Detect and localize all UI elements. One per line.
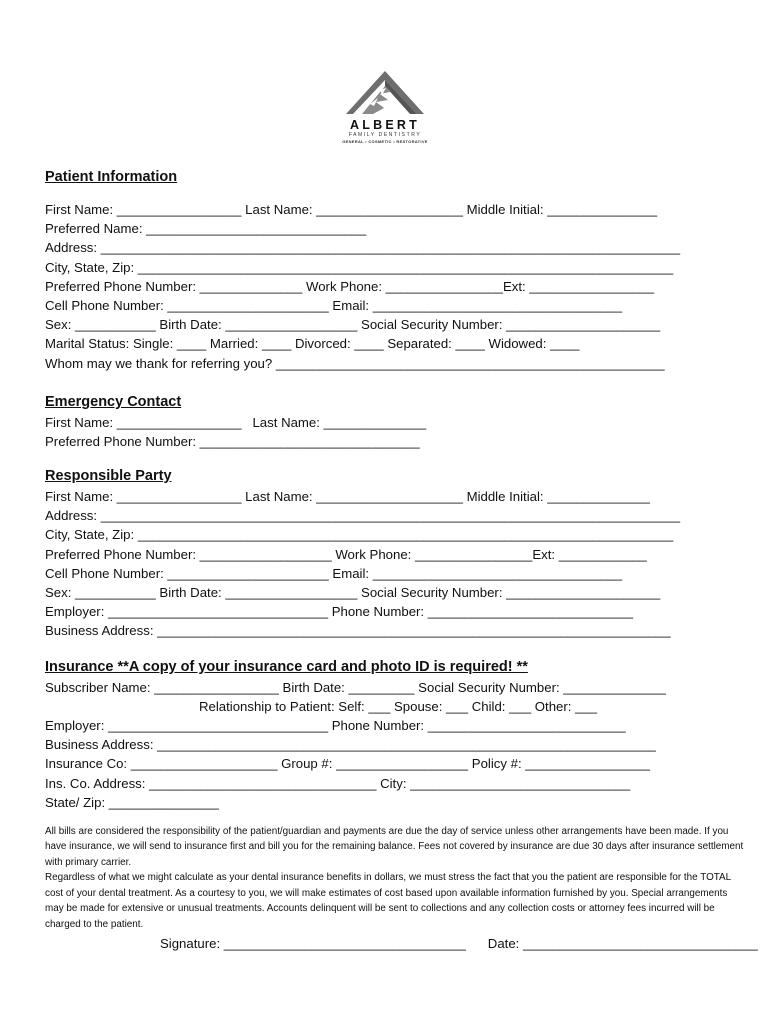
responsible-party-heading: Responsible Party [45, 468, 172, 485]
insurance-heading: Insurance **A copy of your insurance card and photo ID is required! ** [45, 658, 528, 675]
patient-referral-line[interactable]: Whom may we thank for referring you? _____________________________________________________ [45, 355, 665, 371]
patient-address-line[interactable]: Address: _______________________________________________________________________________ [45, 240, 681, 256]
brand-subtitle: FAMILY DENTISTRY [348, 132, 422, 138]
mountain-logo-icon [340, 68, 430, 120]
insurance-company-address-line[interactable]: Ins. Co. Address: _______________________________ City: ______________________________ [45, 775, 631, 791]
emergency-contact-heading: Emergency Contact [45, 393, 182, 410]
patient-cell-email-line[interactable]: Cell Phone Number: ______________________ Email: __________________________________ [45, 297, 623, 313]
brand-name: ALBERT [350, 118, 420, 132]
insurance-state-zip-line[interactable]: State/ Zip: _______________ [45, 794, 219, 810]
emergency-phone-line[interactable]: Preferred Phone Number: ______________________________ [45, 433, 420, 449]
brand-tagline: GENERAL • COSMETIC • RESTORATIVE [342, 139, 428, 144]
responsible-phone-line[interactable]: Preferred Phone Number: __________________ Work Phone: ________________Ext: ____________ [45, 546, 647, 562]
insurance-subscriber-line[interactable]: Subscriber Name: _________________ Birth Date: _________ Social Security Number: ______________ [45, 679, 666, 695]
responsibility-note: Regardless of what we might calculate as your dental insurance benefits in dollars, we must stress the fact that you the patient are responsible for the TOTAL cost of your dental treatment. As a courtesy to you, we will make estimates of cost based upon available information furnished by you. Special arrangements may be made for extensive or unusual treatments. Accounts delinquent will be sent to collections and any collection costs or attorney fees incurred will be charged to the patient. [45, 872, 731, 930]
responsible-address-line[interactable]: Address: _______________________________________________________________________________ [45, 508, 681, 524]
patient-preferred-name-line[interactable]: Preferred Name: ______________________________ [45, 221, 367, 237]
patient-phone-line[interactable]: Preferred Phone Number: ______________ Work Phone: ________________Ext: _________________ [45, 278, 655, 294]
patient-form [45, 166, 758, 953]
patient-name-line[interactable]: First Name: _________________ Last Name: ____________________ Middle Initial: _______________ [45, 202, 658, 217]
signature-date-line[interactable]: Signature: _________________________________ Date: ________________________________ [160, 936, 758, 952]
patient-marital-line[interactable]: Marital Status: Single: ____ Married: ____ Divorced: ____ Separated: ____ Widowed: ____ [45, 336, 580, 352]
responsible-business-address-line[interactable]: Business Address: ______________________________________________________________________ [45, 623, 671, 639]
responsible-cell-email-line[interactable]: Cell Phone Number: ______________________ Email: __________________________________ [45, 565, 623, 581]
patient-info-heading: Patient Information [45, 169, 178, 185]
insurance-relationship-line[interactable]: Relationship to Patient: Self: ___ Spouse: ___ Child: ___ Other: ___ [199, 698, 598, 714]
insurance-employer-line[interactable]: Employer: ______________________________ Phone Number: ___________________________ [45, 717, 626, 733]
responsible-name-line[interactable]: First Name: _________________ Last Name: ____________________ Middle Initial: ______________ [45, 489, 650, 505]
responsible-city-line[interactable]: City, State, Zip: _________________________________________________________________________ [45, 527, 674, 543]
patient-city-line[interactable]: City, State, Zip: _________________________________________________________________________ [45, 259, 674, 275]
insurance-business-address-line[interactable]: Business Address: ____________________________________________________________________ [45, 737, 656, 753]
insurance-company-line[interactable]: Insurance Co: ____________________ Group #: __________________ Policy #: _________________ [45, 756, 650, 772]
billing-note: All bills are considered the responsibility of the patient/guardian and payments are due the day of service unless other arrangements have been made. If you have insurance, we will send to insurance first and bill you for the remaining balance. Fees not covered by insurance are due 30 days after insurance settlement with primary carrier. [45, 825, 744, 868]
patient-sex-dob-ssn-line[interactable]: Sex: ___________ Birth Date: __________________ Social Security Number: _____________________ [45, 317, 661, 333]
responsible-employer-line[interactable]: Employer: ______________________________ Phone Number: ____________________________ [45, 604, 634, 620]
emergency-name-line[interactable]: First Name: _________________ Last Name: ______________ [45, 414, 427, 430]
responsible-sex-dob-ssn-line[interactable]: Sex: ___________ Birth Date: __________________ Social Security Number: _____________________ [45, 585, 661, 600]
brand-block [340, 119, 430, 145]
